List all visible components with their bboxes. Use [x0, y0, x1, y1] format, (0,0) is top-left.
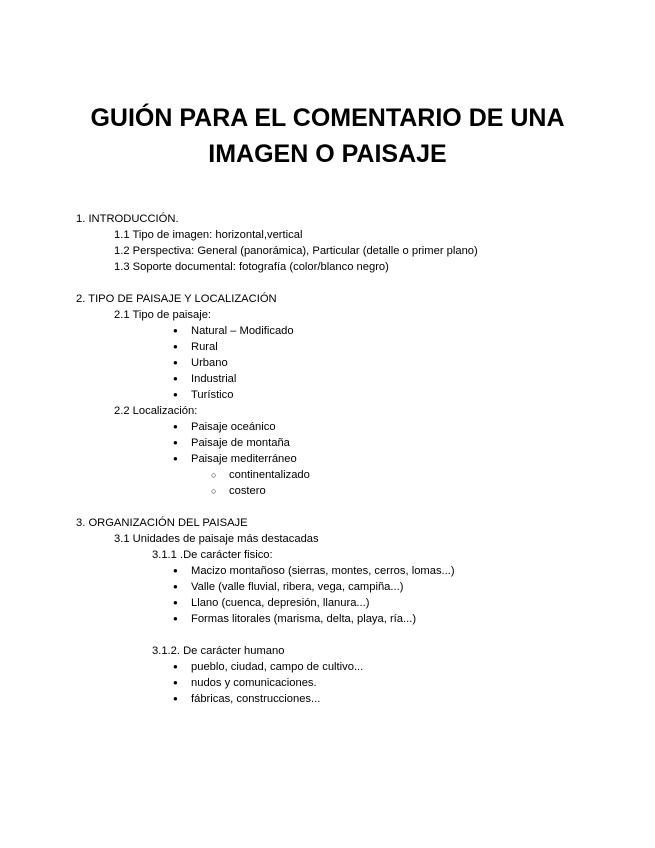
- list-item: ● Paisaje oceánico: [76, 419, 646, 435]
- subsection-label: 3.1 Unidades de paisaje más destacadas: [114, 533, 319, 545]
- section-1-item: 1.1 Tipo de imagen: horizontal,vertical: [114, 229, 303, 241]
- list-item: ● Llano (cuenca, depresión, llanura...): [76, 595, 646, 611]
- document-title: [0, 100, 655, 172]
- section-1-item: 1.3 Soporte documental: fotografía (color/blanco negro): [114, 261, 389, 273]
- section-2-heading: 2. TIPO DE PAISAJE Y LOCALIZACIÓN: [76, 293, 277, 305]
- list-item: ● fábricas, construcciones...: [76, 691, 646, 707]
- list-item: ● Industrial: [76, 371, 646, 387]
- subsubsection-label: 3.1.2. De carácter humano: [152, 645, 285, 657]
- list-item: ● Urbano: [76, 355, 646, 371]
- subsection-label: 2.2 Localización:: [114, 405, 198, 417]
- list-item: ● Macizo montañoso (sierras, montes, cerros, lomas...): [76, 563, 646, 579]
- section-3-heading: 3. ORGANIZACIÓN DEL PAISAJE: [76, 517, 248, 529]
- list-item: ● Paisaje de montaña: [76, 435, 646, 451]
- list-item: ○ continentalizado: [76, 467, 646, 483]
- list-item: ● Paisaje mediterráneo: [76, 451, 646, 467]
- list-item: ● Natural – Modificado: [76, 323, 646, 339]
- sub-bullet-list: [76, 467, 646, 499]
- bullet-list: [76, 659, 646, 707]
- list-item: ● Rural: [76, 339, 646, 355]
- list-item: ● nudos y comunicaciones.: [76, 675, 646, 691]
- section-1-heading: 1. INTRODUCCIÓN.: [76, 213, 179, 225]
- title-line-2: IMAGEN O PAISAJE: [208, 140, 447, 168]
- bullet-list: [76, 563, 646, 627]
- bullet-list: [76, 419, 646, 467]
- document-body: [76, 211, 646, 707]
- list-item: ● Formas litorales (marisma, delta, playa, ría...): [76, 611, 646, 627]
- bullet-list: [76, 323, 646, 403]
- subsection-label: 2.1 Tipo de paisaje:: [114, 309, 212, 321]
- subsubsection-label: 3.1.1 .De carácter fisico:: [152, 549, 273, 561]
- list-item: ● Valle (valle fluvial, ribera, vega, campiña...): [76, 579, 646, 595]
- section-1-item: 1.2 Perspectiva: General (panorámica), Particular (detalle o primer plano): [114, 245, 478, 257]
- list-item: ○ costero: [76, 483, 646, 499]
- title-line-1: GUIÓN PARA EL COMENTARIO DE UNA: [90, 104, 565, 132]
- list-item: ● pueblo, ciudad, campo de cultivo...: [76, 659, 646, 675]
- list-item: ● Turístico: [76, 387, 646, 403]
